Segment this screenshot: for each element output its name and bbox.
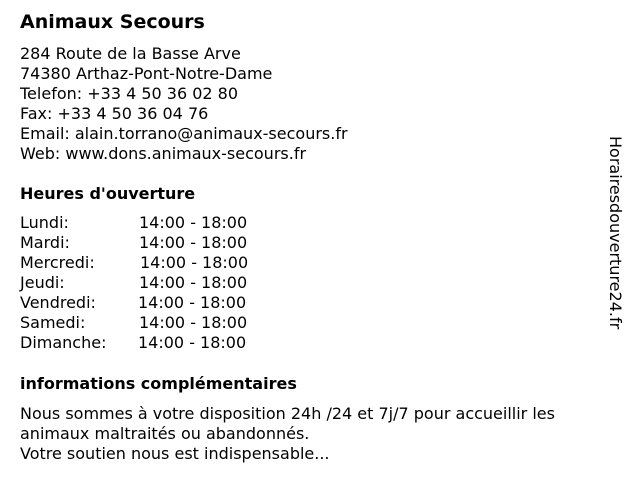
site-watermark: Horairesdouverture24.fr: [606, 136, 625, 330]
hours-time: 14:00 - 18:00: [139, 273, 248, 292]
phone-number: Telefon: +33 4 50 36 02 80: [20, 84, 239, 103]
info-line: animaux maltraités ou abandonnés.: [20, 424, 310, 443]
hours-day: Vendredi:: [20, 293, 96, 312]
hours-day: Mardi:: [20, 233, 70, 252]
hours-time: 14:00 - 18:00: [140, 253, 249, 272]
hours-day: Dimanche:: [20, 333, 107, 352]
additional-info-heading: informations complémentaires: [20, 374, 297, 393]
business-name: Animaux Secours: [20, 11, 205, 33]
hours-time: 14:00 - 18:00: [139, 313, 248, 332]
fax-number: Fax: +33 4 50 36 04 76: [20, 104, 209, 123]
hours-day: Lundi:: [20, 213, 69, 232]
contact-block: [20, 44, 348, 164]
address-street: 284 Route de la Basse Arve: [20, 44, 241, 63]
hours-day: Samedi:: [20, 313, 86, 332]
info-line: Votre soutien nous est indispensable...: [20, 444, 330, 463]
website-address: Web: www.dons.animaux-secours.fr: [20, 144, 307, 163]
hours-time: 14:00 - 18:00: [138, 293, 247, 312]
additional-info-text: [20, 404, 620, 464]
hours-time: 14:00 - 18:00: [139, 213, 248, 232]
info-line: Nous sommes à votre disposition 24h /24 et 7j/7 pour accueillir les: [20, 404, 555, 423]
hours-day: Mercredi:: [20, 253, 95, 272]
hours-time: 14:00 - 18:00: [138, 333, 247, 352]
opening-hours-heading: Heures d'ouverture: [20, 184, 196, 203]
email-address: Email: alain.torrano@animaux-secours.fr: [20, 124, 348, 143]
hours-time: 14:00 - 18:00: [139, 233, 248, 252]
address-city: 74380 Arthaz-Pont-Notre-Dame: [20, 64, 273, 83]
hours-day: Jeudi:: [20, 273, 65, 292]
